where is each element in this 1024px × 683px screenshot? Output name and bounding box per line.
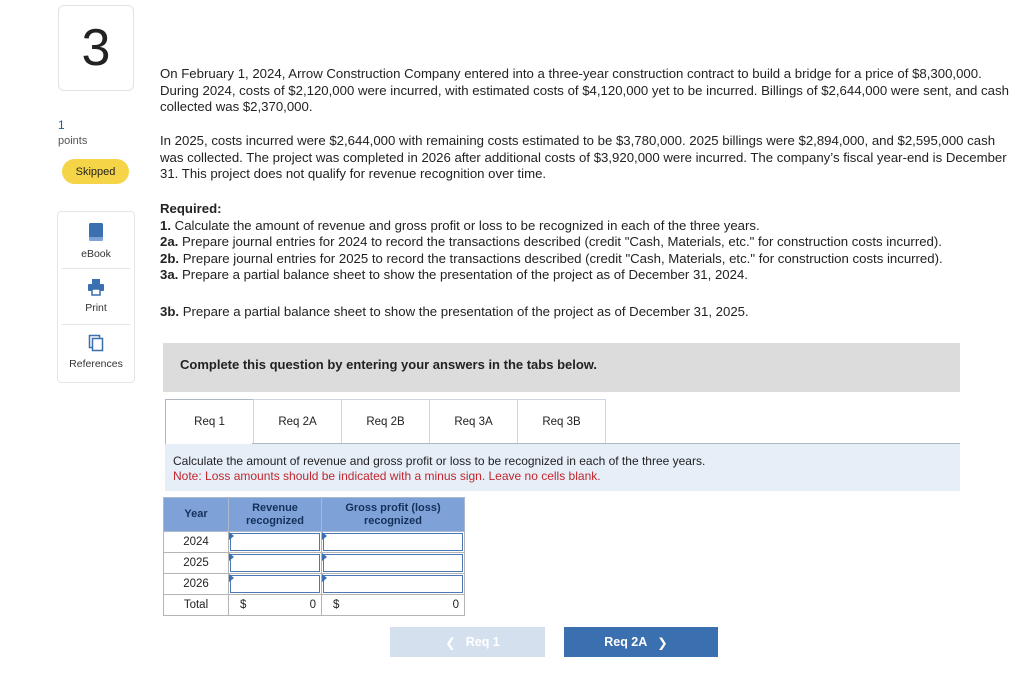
gross-profit-total	[322, 595, 465, 616]
instruction-note: Note: Loss amounts should be indicated with a minus sign. Leave no cells blank.	[173, 469, 601, 483]
total-row	[164, 595, 465, 616]
points-label: points	[58, 135, 88, 147]
table-row	[164, 574, 465, 595]
references-icon	[88, 334, 104, 352]
points-value: 1	[58, 118, 65, 132]
problem-paragraph-2: In 2025, costs incurred were $2,644,000 with remaining costs estimated to be $3,780,000. 2025 billings were $2,894,000, and $2,595,000 cash was collected. The project was completed in 2026 after additional costs of $3,920,000 were incurred. The company’s fiscal year-end is December 31. This project does not qualify for revenue recognition over time.	[160, 133, 1007, 181]
next-req-label: Req 2A	[604, 635, 648, 649]
question-number: 3	[58, 5, 134, 91]
chevron-right-icon: ❯	[657, 635, 668, 650]
ebook-label: eBook	[81, 248, 111, 260]
currency-symbol: $	[333, 599, 340, 611]
required-item: 3b. Prepare a partial balance sheet to show the presentation of the project as of December 31, 2025.	[160, 304, 749, 319]
required-item: 3a. Prepare a partial balance sheet to show the presentation of the project as of December 31, 2024.	[160, 267, 748, 282]
currency-symbol: $	[240, 599, 247, 611]
required-heading: Required:	[160, 201, 222, 216]
required-section	[160, 201, 1024, 284]
year-cell: 2026	[164, 574, 229, 595]
required-item: 2b. Prepare journal entries for 2025 to record the transactions described (credit "Cash, Materials, etc." for construction costs incurred).	[160, 250, 943, 266]
total-label: Total	[164, 595, 229, 616]
references-button[interactable]	[58, 334, 134, 370]
tab-req-3a[interactable]: Req 3A	[429, 399, 518, 444]
revenue-input[interactable]	[229, 574, 322, 595]
gross-profit-total-value: 0	[452, 599, 459, 611]
revenue-input[interactable]	[229, 553, 322, 574]
header-revenue: Revenue recognized	[229, 498, 322, 532]
table-row	[164, 532, 465, 553]
tab-req-2b[interactable]: Req 2B	[341, 399, 430, 444]
book-icon	[88, 222, 104, 242]
header-gross-profit: Gross profit (loss) recognized	[322, 498, 465, 532]
status-badge: Skipped	[62, 159, 129, 184]
chevron-left-icon: ❮	[445, 635, 456, 650]
tools-panel	[57, 211, 135, 383]
gross-profit-input[interactable]	[322, 532, 465, 553]
header-year: Year	[164, 498, 229, 532]
table-row	[164, 553, 465, 574]
gross-profit-input[interactable]	[322, 553, 465, 574]
revenue-total	[229, 595, 322, 616]
next-req-button[interactable]	[564, 627, 718, 657]
tab-req-2a[interactable]: Req 2A	[253, 399, 342, 444]
problem-paragraph-1: On February 1, 2024, Arrow Construction Company entered into a three-year construction contract to build a bridge for a price of $8,300,000. During 2024, costs of $2,120,000 were incurred, with estimated costs of $4,120,000 yet to be incurred. Billings of $2,644,000 were sent, and cash collected was $2,370,000.	[160, 66, 1009, 114]
print-label: Print	[85, 302, 107, 314]
instruction-banner: Complete this question by entering your answers in the tabs below.	[163, 343, 960, 392]
year-cell: 2024	[164, 532, 229, 553]
references-label: References	[69, 358, 123, 370]
instruction-text: Calculate the amount of revenue and gross profit or loss to be recognized in each of the three years.	[173, 454, 706, 468]
revenue-total-value: 0	[309, 599, 316, 611]
gross-profit-input[interactable]	[322, 574, 465, 595]
tab-instructions	[165, 444, 960, 491]
print-button[interactable]	[58, 278, 134, 314]
year-cell: 2025	[164, 553, 229, 574]
tab-req-3b[interactable]: Req 3B	[517, 399, 606, 444]
tab-req-1[interactable]: Req 1	[165, 399, 254, 444]
prev-req-label: Req 1	[465, 635, 500, 649]
required-item: 1. Calculate the amount of revenue and gross profit or loss to be recognized in each of the three years.	[160, 217, 760, 233]
ebook-button[interactable]	[58, 222, 134, 260]
prev-req-button[interactable]	[390, 627, 545, 657]
required-item: 2a. Prepare journal entries for 2024 to record the transactions described (credit "Cash, Materials, etc." for construction costs incurred).	[160, 234, 942, 249]
answer-table	[163, 497, 465, 616]
printer-icon	[87, 278, 105, 296]
revenue-input[interactable]	[229, 532, 322, 553]
